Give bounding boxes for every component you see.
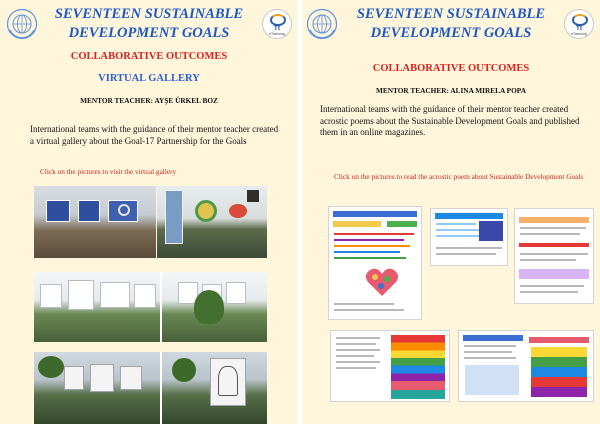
un-emblem-icon: [306, 8, 338, 40]
magazine-thumbnail-5[interactable]: [458, 330, 594, 402]
heart-collage-icon: [365, 267, 399, 297]
etwinning-logo-icon: [262, 9, 292, 39]
page-title: [342, 5, 560, 43]
page-left: [0, 0, 298, 424]
title-line-1: SEVENTEEN SUSTAINABLE: [54, 6, 244, 22]
magazine-thumbnail-3[interactable]: [514, 208, 594, 304]
description-text: International teams with the guidance of their mentor teacher created a virtual gallery about the Goal-17 Partnership for the Goals: [30, 124, 279, 146]
virtual-gallery-thumbnail-4[interactable]: [34, 352, 267, 424]
magazine-thumbnail-1[interactable]: [328, 206, 422, 320]
mentor-teacher-label: MENTOR TEACHER: ALINA MIRELA POPA: [375, 86, 526, 95]
logo-text: Tt: [273, 25, 281, 32]
description-text: International teams with the guidance of their mentor teacher created acrostic poems about the Sustainable Development Goals and published them in an online magazines.: [320, 104, 580, 137]
magazine-thumbnail-4[interactable]: [330, 330, 450, 402]
logo-subtext: eTwinning: [571, 32, 587, 36]
page-title: [40, 5, 258, 43]
virtual-gallery-thumbnail-3[interactable]: [34, 272, 267, 342]
logo-subtext: eTwinning: [269, 32, 285, 36]
virtual-gallery-thumbnail-2[interactable]: [157, 186, 267, 258]
un-emblem-icon: [6, 8, 38, 40]
acrostic-poem-link[interactable]: Click on the pictures to read the acrostic poem about Sustainable Development Goals: [334, 172, 584, 181]
title-line-1: SEVENTEEN SUSTAINABLE: [356, 6, 546, 22]
virtual-gallery-link[interactable]: Click on the pictures to visit the virtual gallery: [40, 167, 177, 176]
virtual-gallery-thumbnail-1[interactable]: [34, 186, 156, 258]
collaborative-outcomes-heading: COLLABORATIVE OUTCOMES: [372, 63, 530, 74]
etwinning-logo-icon: [564, 9, 594, 39]
title-line-2: DEVELOPMENT GOALS: [68, 25, 230, 41]
logo-text: Tt: [575, 25, 583, 32]
collaborative-outcomes-heading: COLLABORATIVE OUTCOMES: [70, 51, 228, 62]
mentor-teacher-label: MENTOR TEACHER: AYŞE ÜRKEL BOZ: [80, 96, 218, 105]
title-line-2: DEVELOPMENT GOALS: [370, 25, 532, 41]
magazine-thumbnail-2[interactable]: [430, 208, 508, 266]
virtual-gallery-heading: VIRTUAL GALLERY: [98, 73, 200, 84]
